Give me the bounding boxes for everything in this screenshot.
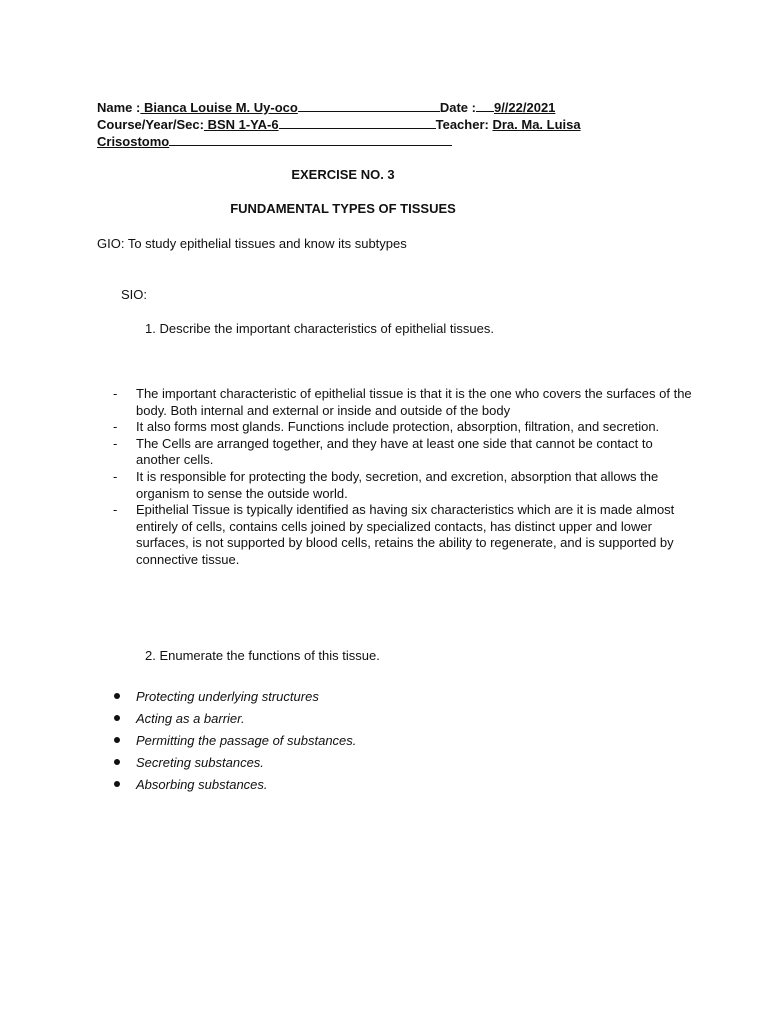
teacher-cont-line xyxy=(97,133,452,150)
list-item xyxy=(113,386,693,419)
date-underline-lead xyxy=(476,99,494,112)
exercise-title: EXERCISE NO. 3 xyxy=(291,167,395,182)
gio-text: GIO: To study epithelial tissues and know its subtypes xyxy=(97,236,407,251)
dash-marker: - xyxy=(113,386,118,401)
list-item xyxy=(113,688,356,710)
list-item-text: Epithelial Tissue is typically identified as having six characteristics which are it is made almost entirely of cells, contains cells joined by specialized contacts, has distinct upper and lower surfaces, is not supported by blood cells, retains the ability to regenerate, and is supported by connective tissue. xyxy=(136,502,675,567)
question-2: 2. Enumerate the functions of this tissue. xyxy=(145,648,380,663)
name-label: Name : xyxy=(97,100,141,115)
list-item-text: It is responsible for protecting the body, secretion, and excretion, absorption that allows the organism to sense the outside world. xyxy=(136,468,659,501)
course-teacher-line xyxy=(97,116,581,133)
course-underline xyxy=(279,116,436,129)
list-item-text: Permitting the passage of substances. xyxy=(136,733,357,748)
dash-marker: - xyxy=(113,435,118,451)
bullet-icon xyxy=(114,693,120,699)
dash-marker: - xyxy=(113,502,118,518)
list-item-text: The important characteristic of epithelial tissue is that it is the one who covers the surfaces of the body. Both internal and external or inside and outside of the body xyxy=(136,386,692,418)
name-date-line xyxy=(97,99,555,116)
bullet-icon xyxy=(114,737,120,743)
date-value: 9//22/2021 xyxy=(493,100,556,115)
list-item xyxy=(113,469,693,502)
list-item-text: Absorbing substances. xyxy=(136,777,268,792)
bullet-icon xyxy=(114,759,120,765)
sio-label: SIO: xyxy=(121,287,148,302)
list-item-text: It also forms most glands. Functions include protection, absorption, filtration, and secretion. xyxy=(136,419,660,435)
list-item-text: Protecting underlying structures xyxy=(136,689,319,704)
date-label: Date : xyxy=(439,100,476,115)
name-underline xyxy=(298,99,440,112)
course-value: BSN 1-YA-6 xyxy=(203,117,279,132)
list-item-text: The Cells are arranged together, and they have at least one side that cannot be contact to another cells. xyxy=(136,435,653,468)
list-item xyxy=(113,419,693,436)
bullet-icon xyxy=(114,781,120,787)
list-item xyxy=(113,754,356,776)
characteristics-list xyxy=(113,386,693,569)
list-item-text: Secreting substances. xyxy=(136,755,264,770)
bullet-icon xyxy=(114,715,120,721)
teacher-label: Teacher: xyxy=(435,117,489,132)
dash-marker: - xyxy=(113,419,118,435)
teacher-name: Dra. Ma. Luisa xyxy=(492,117,581,132)
functions-list xyxy=(113,688,356,798)
course-label: Course/Year/Sec: xyxy=(97,117,204,132)
student-name: Bianca Louise M. Uy-oco xyxy=(140,100,298,115)
list-item xyxy=(113,710,356,732)
teacher-underline xyxy=(169,133,452,146)
teacher-name-continued: Crisostomo xyxy=(97,134,170,149)
list-item xyxy=(113,502,693,568)
question-1: 1. Describe the important characteristics of epithelial tissues. xyxy=(145,321,494,336)
list-item-text: Acting as a barrier. xyxy=(136,711,245,726)
list-item xyxy=(113,776,356,798)
list-item xyxy=(113,732,356,754)
list-item xyxy=(113,436,693,469)
dash-marker: - xyxy=(113,468,118,484)
topic-title: FUNDAMENTAL TYPES OF TISSUES xyxy=(230,201,456,216)
